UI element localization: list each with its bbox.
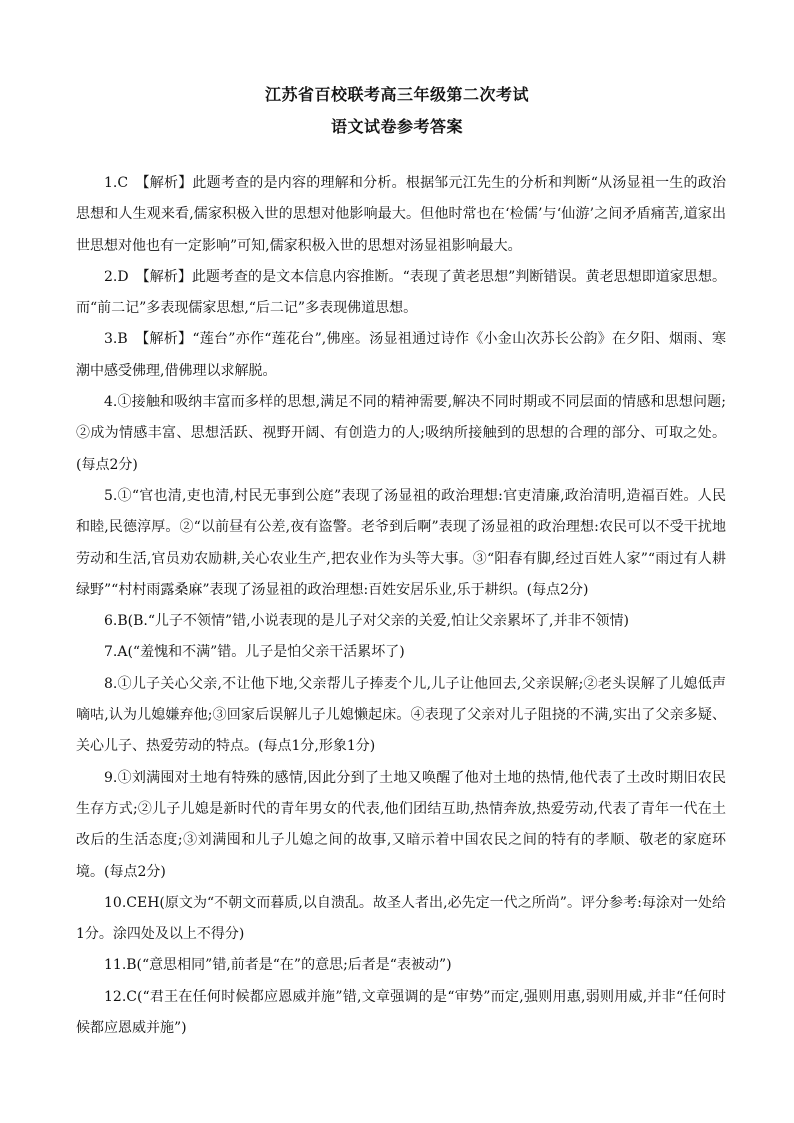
- answer-item-9: 9.①刘满囤对土地有特殊的感情,因此分到了土地又唤醒了他对土地的热情,他代表了土改时期旧农民生存方式;②儿子儿媳是新时代的青年男女的代表,他们团结互助,热情奔放,热爱劳动,代表了青年一代在土改后的生活态度;③刘满囤和儿子儿媳之间的故事,又暗示着中国农民之间的特有的孝顺、敬老的家庭环境。(每点2分): [76, 769, 726, 880]
- answer-item-2: 2.D 【解析】此题考查的是文本信息内容推断。“表现了黄老思想”判断错误。黄老思想即道家思想。而“前二记”多表现儒家思想,“后二记”多表现佛道思想。: [76, 268, 726, 317]
- answer-list: [76, 168, 726, 1044]
- answer-item-8: 8.①儿子关心父亲,不让他下地,父亲帮儿子捧麦个儿,儿子让他回去,父亲误解;②老头误解了儿媳低声嘀咕,认为儿媳嫌弃他;③回家后误解儿子儿媳懒起床。④表现了父亲对儿子阻挠的不满,实出了父亲多疑、关心儿子、热爱劳动的特点。(每点1分,形象1分): [76, 675, 726, 755]
- answer-item-5: 5.①“官也清,吏也清,村民无事到公庭”表现了汤显祖的政治理想:官吏清廉,政治清明,造福百姓。人民和睦,民德淳厚。②“以前昼有公差,夜有盗警。老爷到后啊”表现了汤显祖的政治理想:农民可以不受干扰地劳动和生活,官员劝农励耕,关心农业生产,把农业作为头等大事。③“阳春有脚,经过百姓人家”“雨过有人耕绿野”“村村雨露桑麻”表现了汤显祖的政治理想:百姓安居乐业,乐于耕织。(每点2分): [76, 487, 726, 598]
- answer-item-10: 10.CEH(原文为“不朝文而暮质,以自溃乱。故圣人者出,必先定一代之所尚”。评分参考:每涂对一处给1分。涂四处及以上不得分): [76, 894, 726, 943]
- answer-item-12: 12.C(“君王在任何时候都应恩威并施”错,文章强调的是“审势”而定,强则用惠,弱则用威,并非“任何时候都应恩威并施”): [76, 988, 726, 1037]
- answer-item-4: 4.①接触和吸纳丰富而多样的思想,满足不同的精神需要,解决不同时期或不同层面的情感和思想问题;②成为情感丰富、思想活跃、视野开阔、有创造力的人;吸纳所接触到的思想的合理的部分、可取之处。(每点2分): [76, 394, 726, 473]
- answer-item-3: 3.B 【解析】“莲台”亦作“莲花台”,佛座。汤显祖通过诗作《小金山次苏长公韵》在夕阳、烟雨、寒潮中感受佛理,借佛理以求解脱。: [76, 331, 726, 379]
- answer-item-6: 6.B(B.“儿子不领情”错,小说表现的是儿子对父亲的关爱,怕让父亲累坏了,并非不领情): [104, 613, 629, 630]
- answer-item-11: 11.B(“意思相同”错,前者是“在”的意思;后者是“表被动”): [104, 957, 452, 974]
- page-subtitle: 语文试卷参考答案: [330, 117, 463, 136]
- page-title: 江苏省百校联考高三年级第二次考试: [264, 85, 529, 104]
- answer-item-7: 7.A(“羞愧和不满”错。儿子是怕父亲干活累坏了): [104, 644, 405, 661]
- answer-item-1: 1.C 【解析】此题考查的是内容的理解和分析。根据邹元江先生的分析和判断“从汤显祖一生的政治思想和人生观来看,儒家积极入世的思想对他影响最大。但他时常也在‘检儒’与‘仙游’之间矛盾痛苦,道家出世思想对他也有一定影响”可知,儒家积极入世的思想对汤显祖影响最大。: [76, 175, 726, 254]
